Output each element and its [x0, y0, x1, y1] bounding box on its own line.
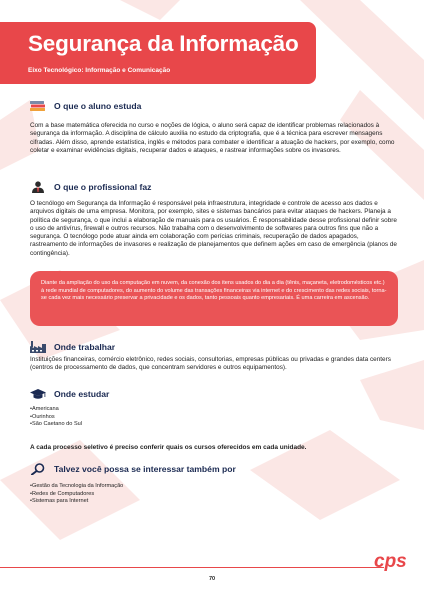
section-work-title: O que o profissional faz: [54, 182, 152, 192]
section-where-study-heading: [30, 387, 109, 401]
career-callout: [30, 271, 398, 326]
section-work-text: O tecnólogo em Segurança da Informação é responsável pela infraestrutura, integridade e controle de acesso aos dados e arquivos digitais de uma empresa. Monitora, por exemplo, sites e sistemas bancários para evitar ataques de hackers. Planeja a política de segurança, o que inclui a elaboração de manuais para os usuários. É responsabilidade desse profissional definir sobre o uso de antivírus, firewall e outros recursos. Não trabalha com o desenvolvimento de softwares para outros fins que não a segurança. O tecnólogo pode atuar ainda em colaboração com perícias criminais, recuperação de dados apagados, rastreamento de informações de invasores e realização de planejamentos que definem ações em caso de emergência (planos de contingência).: [30, 200, 397, 257]
list-item: • São Caetano do Sul: [30, 421, 82, 429]
list-item: • Gestão da Tecnologia da Informação: [30, 483, 123, 491]
campus-list: [30, 406, 82, 429]
related-courses-list: [30, 483, 123, 506]
section-study-text: Com a base matemática oferecida no curso e noções de lógica, o aluno será capaz de identificar problemas relacionados à segurança da informação. A disciplina de cálculo auxilia no estudo da criptografia, que é a técnica para escrever mensagens cifradas. Além disso, aprende estatística, inglês e métodos para combater e identificar a atuação de hackers, por exemplo, como coletar e examinar evidências digitais, recuperar dados e ataques, e rastrear informações sobre os invasores.: [30, 122, 395, 154]
graduation-cap-icon: [30, 388, 46, 400]
section-work-heading: [30, 180, 151, 194]
section-related-title: Talvez você possa se interessar também por: [54, 464, 236, 474]
list-item: • Ourinhos: [30, 414, 82, 422]
footer-divider: [0, 567, 384, 568]
list-item: • Sistemas para Internet: [30, 498, 123, 506]
career-callout-text: Diante da ampliação do uso da computação em nuvem, da conexão dos itens usados do dia a dia (tênis, maçaneta, eletrodomésticos etc.) à rede mundial de computadores, do aumento do volume das transações financeiras via internet e do crescimento das redes sociais, torna-se cada vez mais necessário preservar a privacidade e os dados, tanto pessoais quanto empresariais. É uma carreira em ascensão.: [41, 280, 387, 302]
selection-note: A cada processo seletivo é preciso conferir quais os cursos oferecidos em cada unidade.: [30, 444, 307, 451]
page-number: 70: [208, 576, 216, 582]
list-item: • Redes de Computadores: [30, 491, 123, 499]
factory-icon: [30, 341, 46, 353]
section-study-title: O que o aluno estuda: [54, 101, 142, 111]
section-related-heading: [30, 462, 236, 476]
professional-icon: [30, 181, 46, 193]
section-where-work-heading: [30, 340, 115, 354]
page-subtitle: Eixo Tecnológico: Informação e Comunicação: [28, 67, 171, 74]
magnifier-icon: [30, 463, 46, 475]
section-study-heading: [30, 99, 141, 113]
list-item: • Americana: [30, 406, 82, 414]
section-where-work-text: Instituições financeiras, comércio eletrônico, redes sociais, consultorias, empresas públicas ou privadas e grandes data centers (centros de processamento de dados, que concentram servidores e outros equipamentos).: [30, 356, 391, 372]
cps-logo: [372, 548, 420, 572]
books-icon: [30, 100, 46, 112]
section-where-work-title: Onde trabalhar: [54, 342, 116, 352]
title-banner: [0, 22, 316, 84]
page-title: Segurança da Informação: [28, 31, 299, 56]
section-where-study-title: Onde estudar: [54, 389, 110, 399]
svg-text:cps: cps: [374, 551, 407, 572]
